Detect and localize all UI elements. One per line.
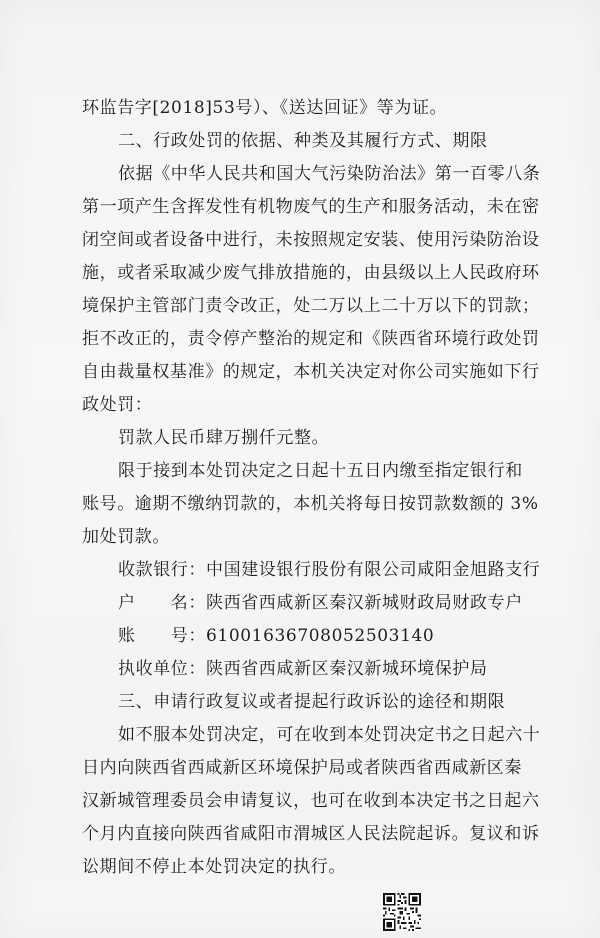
section-heading-2: 二、行政处罚的依据、种类及其履行方式、期限 [118, 131, 488, 151]
collecting-unit-line: 执收单位：陕西省西咸新区秦汉新城环境保护局 [118, 659, 488, 679]
body-line-8: 拒不改正的，责令停产整治的规定和《陕西省环境行政处罚 [82, 329, 540, 349]
body-line-5: 闭空间或者设备中进行，未按照规定安装、使用污染防治设 [82, 230, 540, 250]
body-line-20: 如不服本处罚决定，可在收到本处罚决定书之日起六十 [118, 725, 541, 745]
qr-code-icon [383, 893, 421, 931]
account-name-line: 户 名：陕西省西咸新区秦汉新城财政局财政专户 [118, 593, 523, 613]
body-line-6: 施，或者采取减少废气排放措施的，由县级以上人民政府环 [82, 263, 540, 283]
body-line-21: 日内向陕西省西咸新区环境保护局或者陕西省西咸新区秦 [82, 758, 522, 778]
fine-amount-line: 罚款人民币肆万捌仟元整。 [118, 428, 330, 448]
body-line-10: 政处罚： [82, 395, 153, 415]
body-line-1: 环监告字[2018]53号）、《送达回证》等为证。 [82, 98, 448, 118]
body-line-23: 个月内直接向陕西省咸阳市渭城区人民法院起诉。复议和诉 [82, 824, 540, 844]
account-number-line: 账 号：61001636708052503140 [118, 626, 435, 646]
body-line-3: 依据《中华人民共和国大气污染防治法》第一百零八条 [118, 164, 541, 184]
body-line-13: 账号。逾期不缴纳罚款的，本机关将每日按罚款数额的 3% [82, 494, 539, 514]
body-line-24: 讼期间不停止本处罚决定的执行。 [82, 857, 346, 877]
body-line-14: 加处罚款。 [82, 527, 170, 547]
section-heading-3: 三、申请行政复议或者提起行政诉讼的途径和期限 [118, 692, 506, 712]
body-line-22: 汉新城管理委员会申请复议，也可在收到本决定书之日起六 [82, 791, 540, 811]
body-line-12: 限于接到本处罚决定之日起十五日内缴至指定银行和 [118, 461, 523, 481]
body-line-4: 第一项产生含挥发性有机物废气的生产和服务活动，未在密 [82, 197, 540, 217]
body-line-7: 境保护主管部门责令改正，处二万以上二十万以下的罚款； [82, 296, 540, 316]
body-line-9: 自由裁量权基准》的规定，本机关决定对你公司实施如下行 [82, 362, 540, 382]
bank-line: 收款银行：中国建设银行股份有限公司咸阳金旭路支行 [118, 560, 541, 580]
